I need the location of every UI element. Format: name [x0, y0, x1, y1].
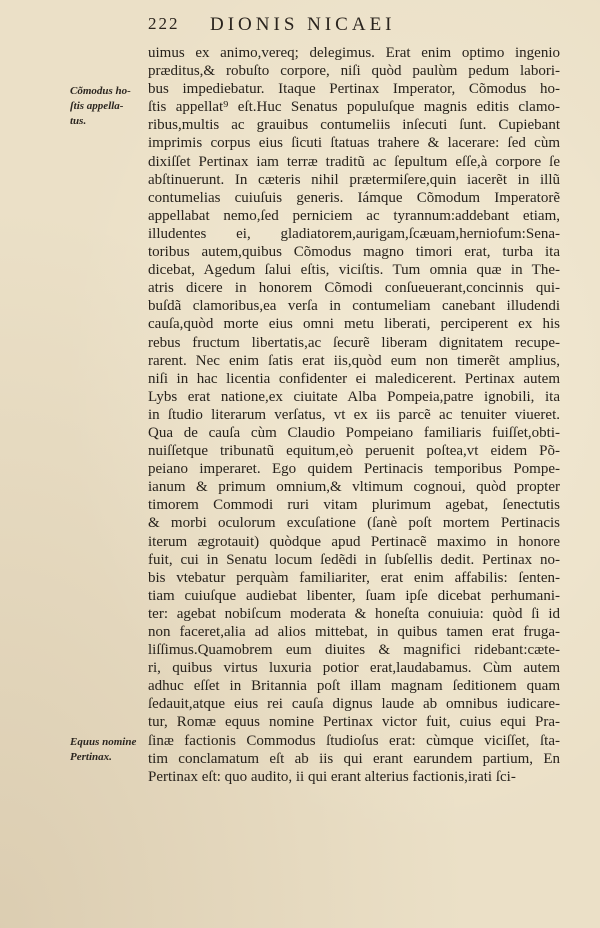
marginal-note-line: ſtis appella-: [70, 100, 124, 112]
text-line: tiam cuiuſque audiebat libenter, ſuam ipſe dicebat perhumani-: [148, 587, 560, 604]
text-line: buſdã clamoribus,ea verſa in contumeliam canebant illudendi: [148, 298, 560, 315]
text-line: liſſimus.Quamobrem eum diuites & magnifici ridebant:cæte-: [148, 642, 560, 659]
text-line: & morbi oculorum excuſatione (ſanè poſt mortem Pertinacis: [148, 515, 560, 532]
marginal-note-line: Equus nomine: [70, 736, 137, 748]
text-line: nuiſſetque tribunatũ equitum,eò peruenit poſtea,vt eidem Põ-: [148, 443, 560, 460]
text-line: bus impediebatur. Itaque Pertinax Imperator, Cõmodus ho-: [148, 81, 560, 98]
text-line: peiano imperaret. Ego quidem Pertinacis temporibus Pompe-: [148, 461, 560, 478]
text-line: tur, Romæ equus nomine Pertinax victor fuit, cuius equi Pra-: [148, 714, 560, 731]
body-text-block: [148, 44, 560, 786]
marginal-note-line: Cõmodus ho-: [70, 85, 131, 97]
text-line: ter: agebat nobiſcum moderata & honeſta conuiuia: quòd ſi id: [148, 605, 560, 622]
text-line: timorem Commodi ruri vitam plurimum agebat, ſenectutis: [148, 497, 560, 514]
text-line: appellabat nemo,ſed perniciem ac tyrannum:addebant etiam,: [148, 207, 560, 224]
text-line: abſtinuerunt. In cæteris nihil prætermiſere,quin iacerẽt in illũ: [148, 171, 560, 188]
text-line: Lybs erat natione,ex ciuitate Alba Pompeia,patre ignobili, ita: [148, 388, 560, 405]
marginal-note-line: Pertinax.: [70, 751, 112, 763]
text-line: ribus,multis ac grauibus contumeliis inſecuti ſunt. Cupiebant: [148, 117, 560, 134]
text-line: niſi in hac licentia confidenter ei maledicerent. Pertinax autem: [148, 370, 560, 387]
marginal-note-line: tus.: [70, 115, 87, 127]
text-line: dicebat, Agedum ſalui eſtis, viciſtis. Tum omnia quæ in The-: [148, 262, 560, 279]
text-line: ri, quibus virtus luxuria potior erat,laudabamus. Cùm autem: [148, 660, 560, 677]
text-line: contumelias cuiuſuis generis. Iámque Cõmodum Imperatorẽ: [148, 189, 560, 206]
text-line: ianum & primum omnium,& vltimum cognoui, quòd propter: [148, 479, 560, 496]
page-number: 222: [148, 14, 180, 33]
text-line: toribus autem,quibus Cõmodus magno timori erat, turba ita: [148, 244, 560, 261]
text-line: tim conclamatum eſt ab iis qui erant earundem partium, En: [148, 750, 560, 767]
text-line: rebus fructum libertatis,ac ſecurẽ liberam dignitatem recupe-: [148, 334, 560, 351]
text-line: rarent. Nec enim ſatis erat iis,quòd eum non timerẽt amplius,: [148, 352, 560, 369]
text-line: iterum ægrotauit) quòdque apud Pertinacẽ maximo in honore: [148, 533, 560, 550]
text-line: illudentes ei, gladiatorem,aurigam,ſcæuam,herniofum:Sena-: [148, 225, 560, 242]
text-line: in ſtudio literarum verſatus, vt ex iis parcẽ ac tenuiter viueret.: [148, 406, 560, 423]
text-line: imprimis corpus eius ſicuti ſtatuas trahere & lacerare: ſed cùm: [148, 135, 560, 152]
text-line: Qua de cauſa cùm Claudio Pompeiano familiaris fuiſſet,obti-: [148, 424, 560, 441]
marginal-note-commodus: [70, 84, 150, 129]
text-line: præditus,& robuſto corpore, niſi quòd paulùm pedum labori-: [148, 63, 560, 80]
running-head: [148, 14, 568, 40]
text-line: dixiſſet Pertinax iam terræ traditũ ac ſepultum eſſe,à corpore ſe: [148, 153, 560, 170]
text-line: Pertinax eſt: quo audito, ii qui erant alterius factionis,irati ſci-: [148, 768, 516, 785]
text-line: bis vtebatur perquàm familiariter, erat enim affabilis: ſenten-: [148, 569, 560, 586]
text-line: non faceret,alia ad alios mittebat, in quibus tamen erat fruga-: [148, 624, 560, 640]
text-line: fuit, cui in Senatu locum ſedẽdi in ſubſellis dedit. Pertinax no-: [148, 551, 560, 568]
text-line: adhuc eſſet in Britannia poſt illam magnam ſeditionem quam: [148, 678, 560, 695]
text-line: uimus ex animo,vereq; delegimus. Erat enim optimo ingenio: [148, 45, 560, 61]
text-line: ſtis appellat⁹ eſt.Huc Senatus populuſque magnis editis clamo-: [148, 99, 560, 116]
marginal-note-equus: [70, 735, 150, 765]
text-line: cauſa,quòd morte eius omni metu liberati, perciperent ex his: [148, 316, 560, 333]
text-line: ſinæ factionis Commodus ſtudioſus erat: cùmque viciſſet, ſta-: [148, 732, 560, 749]
text-line: ſedauit,atque eius rei cauſa dignus laude ab omnibus iudicare-: [148, 696, 560, 713]
running-title: DIONIS NICAEI: [210, 14, 396, 35]
text-line: atris dicere in honorem Cõmodi conſueuerant,concinnis qui-: [148, 280, 560, 297]
